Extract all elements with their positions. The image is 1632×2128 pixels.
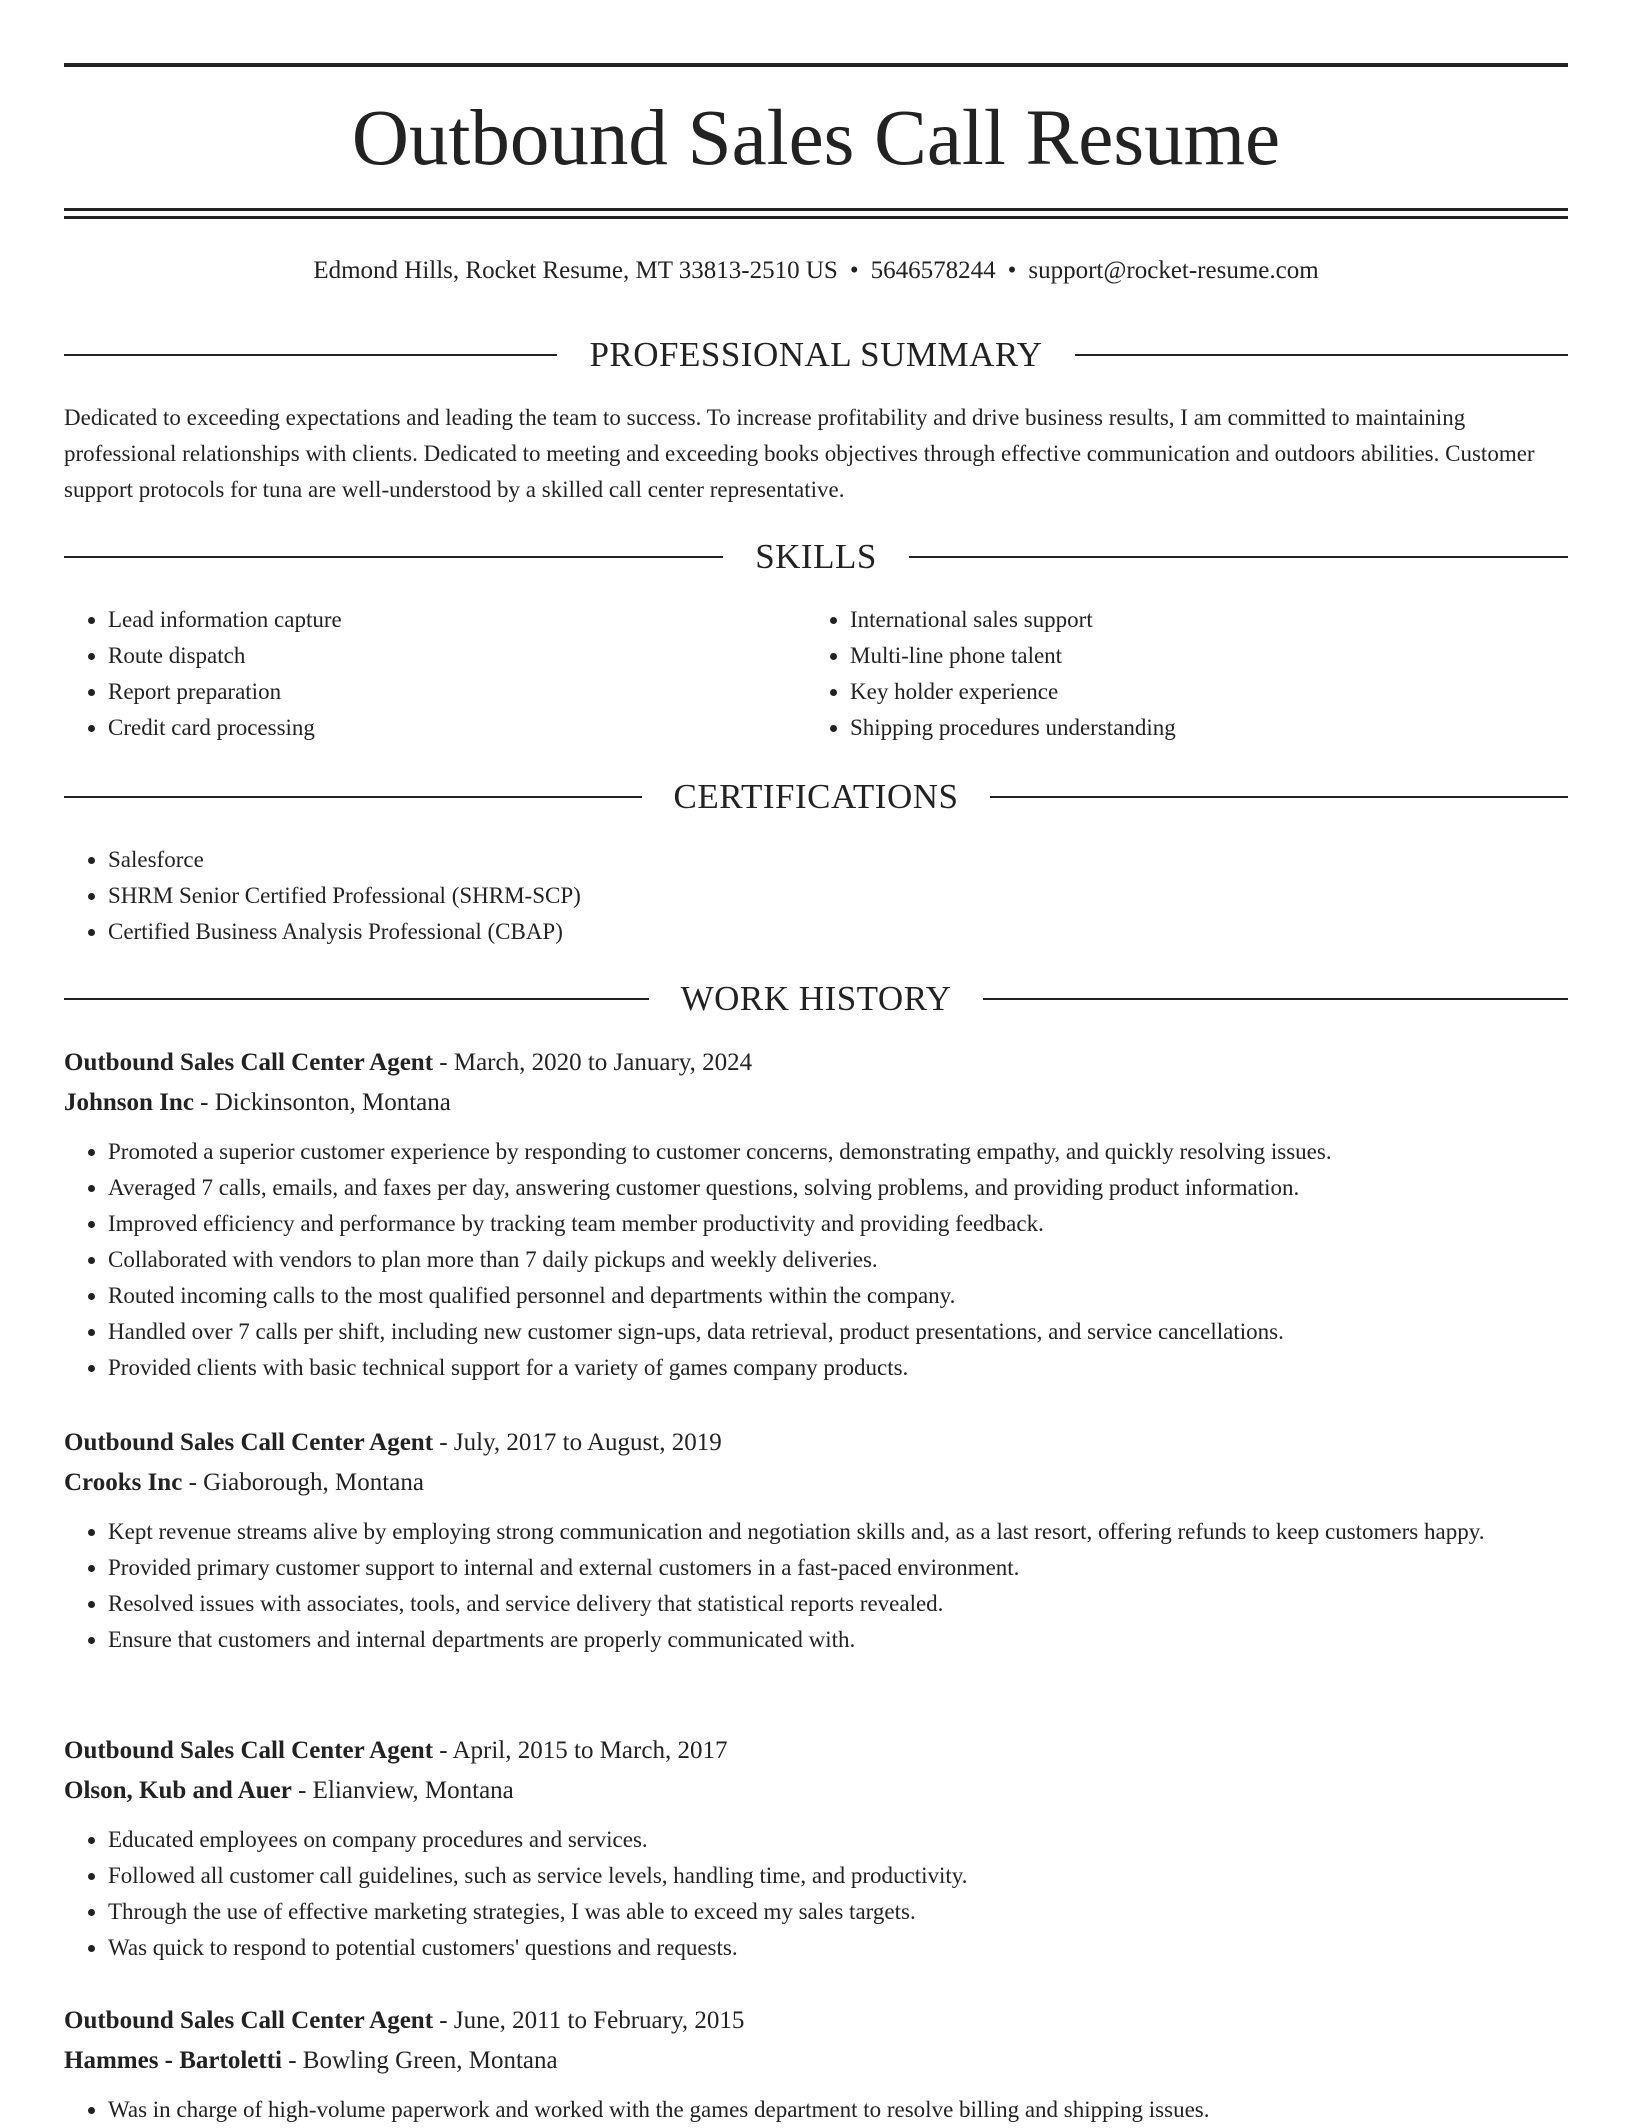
job-title-line xyxy=(64,2001,1568,2041)
contact-email: support@rocket-resume.com xyxy=(1028,257,1319,284)
section-header-certifications xyxy=(64,775,1568,819)
section-title: PROFESSIONAL SUMMARY xyxy=(589,335,1043,374)
contact-separator: • xyxy=(849,257,859,284)
certifications-block xyxy=(64,842,1568,950)
list-item: • Multi-line phone talent xyxy=(850,638,1506,674)
title-rule-lower xyxy=(64,216,1568,219)
section-rule xyxy=(64,998,649,1000)
list-item: • Provided clients with basic technical support for a variety of games company products. xyxy=(108,1350,1568,1386)
skills-list-left xyxy=(64,602,764,746)
title-rule-upper xyxy=(64,208,1568,211)
section-title: WORK HISTORY xyxy=(680,979,952,1018)
list-item: • Improved efficiency and performance by tracking team member productivity and providing feedback. xyxy=(108,1206,1568,1242)
job-dates: - July, 2017 to August, 2019 xyxy=(433,1429,722,1456)
job-dates: - March, 2020 to January, 2024 xyxy=(433,1049,753,1076)
contact-address: Edmond Hills, Rocket Resume, MT 33813-2510 US xyxy=(313,257,838,284)
job-title-line xyxy=(64,1423,1568,1463)
job-bullet-list xyxy=(64,1822,1568,1966)
list-item: • Routed incoming calls to the most qualified personnel and departments within the company. xyxy=(108,1278,1568,1314)
section-header-work-history xyxy=(64,977,1568,1021)
job-location: - Bowling Green, Montana xyxy=(281,2047,558,2074)
list-item: • Promoted a superior customer experience by responding to customer concerns, demonstrating empathy, and quickly resolving issues. xyxy=(108,1134,1568,1170)
list-item: • Averaged 7 calls, emails, and faxes per day, answering customer questions, solving problems, and providing product information. xyxy=(108,1170,1568,1206)
job-entry xyxy=(64,2001,1568,2128)
job-bullet-list xyxy=(64,2092,1568,2128)
list-item: • Report preparation xyxy=(108,674,764,710)
list-item: • Ensure that customers and internal departments are properly communicated with. xyxy=(108,1622,1568,1658)
skills-list-right xyxy=(806,602,1506,746)
job-bullet-list xyxy=(64,1134,1568,1386)
job-title-line xyxy=(64,1731,1568,1771)
list-item: • Followed all customer call guidelines, such as service levels, handling time, and productivity. xyxy=(108,1858,1568,1894)
job-company-line xyxy=(64,1771,1568,1811)
job-dates: - June, 2011 to February, 2015 xyxy=(433,2007,745,2034)
list-item: • Was quick to respond to potential customers' questions and requests. xyxy=(108,1930,1568,1966)
section-header-summary xyxy=(64,333,1568,377)
job-company-line xyxy=(64,2041,1568,2081)
job-company-line xyxy=(64,1083,1568,1123)
section-header-skills xyxy=(64,535,1568,579)
section-rule xyxy=(64,796,642,798)
list-item: • Kept revenue streams alive by employing strong communication and negotiation skills and, as a last resort, offering refunds to keep customers happy. xyxy=(108,1514,1568,1550)
contact-line xyxy=(0,255,1632,287)
list-item: • Educated employees on company procedures and services. xyxy=(108,1822,1568,1858)
job-location: - Giaborough, Montana xyxy=(182,1469,424,1496)
contact-phone: 5646578244 xyxy=(870,257,996,284)
section-rule xyxy=(990,796,1568,798)
job-location: - Dickinsonton, Montana xyxy=(193,1089,451,1116)
section-rule xyxy=(64,354,557,356)
list-item: • Key holder experience xyxy=(850,674,1506,710)
job-title-line xyxy=(64,1043,1568,1083)
list-item: • Lead information capture xyxy=(108,602,764,638)
job-role: Outbound Sales Call Center Agent xyxy=(64,1049,434,1076)
job-entry xyxy=(64,1423,1568,1658)
job-company-line xyxy=(64,1463,1568,1503)
list-item: • Handled over 7 calls per shift, including new customer sign-ups, data retrieval, product presentations, and service cancellations. xyxy=(108,1314,1568,1350)
list-item: • Credit card processing xyxy=(108,710,764,746)
job-company: Olson, Kub and Auer xyxy=(64,1777,292,1804)
list-item: • SHRM Senior Certified Professional (SHRM-SCP) xyxy=(108,878,1568,914)
skills-column-left xyxy=(64,602,764,746)
section-title: SKILLS xyxy=(755,537,877,576)
list-item: • Was in charge of high-volume paperwork and worked with the games department to resolve billing and shipping issues. xyxy=(108,2092,1568,2128)
section-rule xyxy=(1075,354,1568,356)
list-item: • Through the use of effective marketing strategies, I was able to exceed my sales targets. xyxy=(108,1894,1568,1930)
job-role: Outbound Sales Call Center Agent xyxy=(64,1429,434,1456)
job-company: Johnson Inc xyxy=(64,1089,194,1116)
job-dates: - April, 2015 to March, 2017 xyxy=(433,1737,728,1764)
top-rule xyxy=(64,63,1568,67)
resume-title: Outbound Sales Call Resume xyxy=(351,95,1281,182)
job-entry xyxy=(64,1043,1568,1386)
list-item: • Salesforce xyxy=(108,842,1568,878)
job-location: - Elianview, Montana xyxy=(291,1777,514,1804)
contact-separator: • xyxy=(1007,257,1017,284)
job-entry xyxy=(64,1731,1568,1966)
list-item: • Provided primary customer support to internal and external customers in a fast-paced environment. xyxy=(108,1550,1568,1586)
list-item: • Route dispatch xyxy=(108,638,764,674)
list-item: • Certified Business Analysis Professional (CBAP) xyxy=(108,914,1568,950)
list-item: • Collaborated with vendors to plan more than 7 daily pickups and weekly deliveries. xyxy=(108,1242,1568,1278)
skills-column-right xyxy=(806,602,1506,746)
job-bullet-list xyxy=(64,1514,1568,1658)
list-item: • Resolved issues with associates, tools, and service delivery that statistical reports revealed. xyxy=(108,1586,1568,1622)
list-item: • Shipping procedures understanding xyxy=(850,710,1506,746)
job-company: Hammes - Bartoletti xyxy=(64,2047,282,2074)
job-role: Outbound Sales Call Center Agent xyxy=(64,2007,434,2034)
job-company: Crooks Inc xyxy=(64,1469,183,1496)
certifications-list xyxy=(64,842,1568,950)
list-item: • International sales support xyxy=(850,602,1506,638)
summary-paragraph: Dedicated to exceeding expectations and leading the team to success. To increase profitability and drive business results, I am committed to maintaining professional relationships with clients. Dedicated to meeting and exceeding books objectives through effective communication and outdoors abilities. Customer support protocols for tuna are well-understood by a skilled call center representative. xyxy=(64,405,1535,502)
job-role: Outbound Sales Call Center Agent xyxy=(64,1737,434,1764)
section-title: CERTIFICATIONS xyxy=(673,777,959,816)
section-rule xyxy=(909,556,1568,558)
section-rule xyxy=(64,556,723,558)
section-rule xyxy=(983,998,1568,1000)
